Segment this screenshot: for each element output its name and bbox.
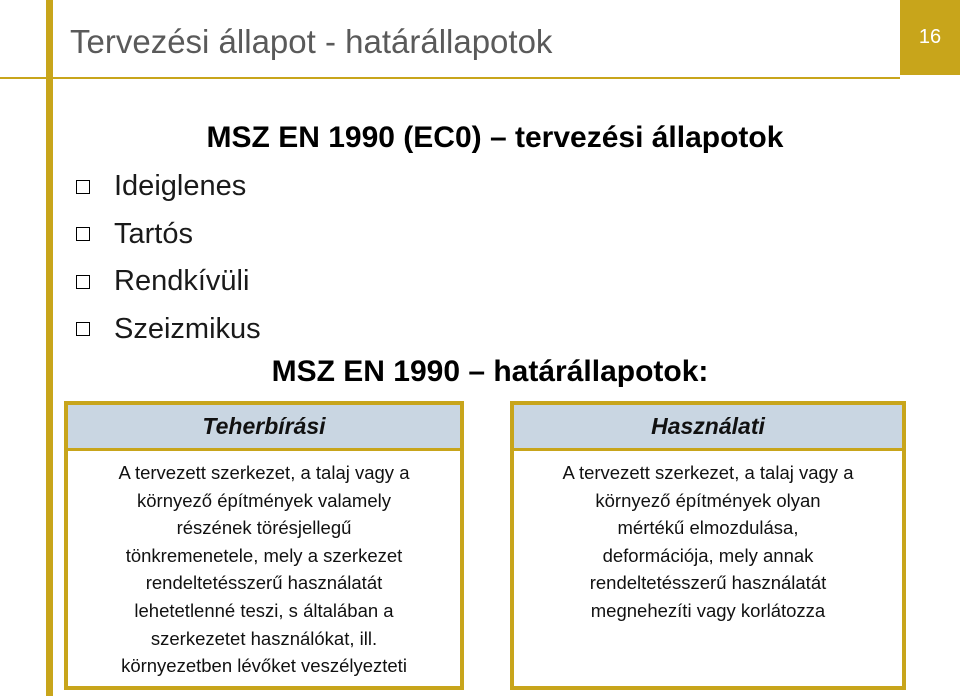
- design-states-list: [76, 163, 261, 353]
- left-accent-bar: [46, 0, 53, 696]
- list-item-label: Szeizmikus: [114, 312, 261, 345]
- text-line: rendeltetésszerű használatát: [145, 572, 383, 594]
- text-line: A tervezett szerkezet, a talaj vagy a: [118, 462, 410, 483]
- text-line: környező építmények valamely: [137, 489, 391, 511]
- serviceability-panel-text: [514, 451, 902, 625]
- list-item: [76, 211, 261, 259]
- design-states-heading: MSZ EN 1990 (EC0) – tervezési állapotok: [206, 121, 784, 154]
- list-item-label: Ideiglenes: [114, 170, 247, 203]
- text-line: mértékű elmozdulása,: [617, 517, 799, 539]
- list-item: [76, 258, 261, 306]
- list-item: [76, 163, 261, 211]
- title-rule: [0, 77, 900, 79]
- list-item-label: Rendkívüli: [114, 265, 250, 298]
- load-bearing-panel-text: [68, 451, 460, 680]
- checkbox-bullet-icon: [76, 275, 90, 289]
- text-line: lehetetlenné teszi, s általában a: [134, 599, 394, 621]
- text-line: A tervezett szerkezet, a talaj vagy a: [562, 462, 854, 483]
- text-line: deformációja, mely annak: [602, 544, 814, 566]
- text-line: szerkezetet használókat, ill.: [150, 627, 378, 649]
- slide-number: 16: [900, 0, 960, 75]
- text-line: megnehezíti vagy korlátozza: [590, 599, 826, 621]
- load-bearing-panel: [64, 401, 464, 690]
- load-bearing-panel-title: Teherbírási: [68, 405, 460, 451]
- list-item-label: Tartós: [114, 217, 193, 250]
- limit-states-heading: MSZ EN 1990 – határállapotok:: [271, 355, 709, 388]
- checkbox-bullet-icon: [76, 180, 90, 194]
- text-line: környezetben lévőket veszélyezteti: [121, 655, 407, 677]
- text-line: környező építmények olyan: [595, 489, 821, 511]
- serviceability-panel-title: Használati: [514, 405, 902, 451]
- serviceability-panel: [510, 401, 906, 690]
- list-item: [76, 306, 261, 354]
- text-line: részének törésjellegű: [176, 517, 352, 539]
- checkbox-bullet-icon: [76, 322, 90, 336]
- text-line: rendeltetésszerű használatát: [589, 572, 827, 594]
- text-line: tönkremenetele, mely a szerkezet: [125, 544, 403, 566]
- slide-title: Tervezési állapot - határállapotok: [70, 23, 553, 60]
- checkbox-bullet-icon: [76, 227, 90, 241]
